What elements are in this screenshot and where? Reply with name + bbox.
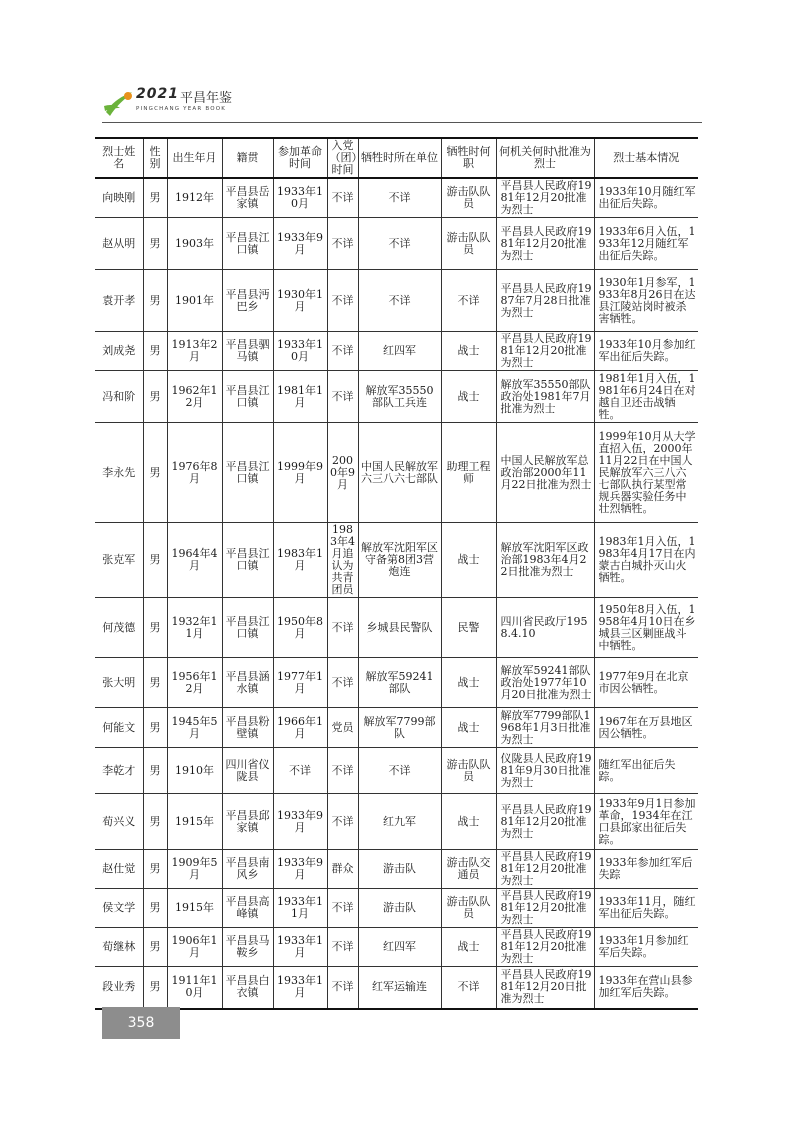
column-header: 籍贯 — [222, 138, 273, 178]
table-cell: 1967年在万县地区因公牺牲。 — [594, 708, 698, 748]
table-cell: 1977年9月在北京市因公牺牲。 — [594, 658, 698, 708]
table-row — [95, 218, 698, 270]
table-cell: 平昌县人民政府1981年12月20日批准为烈士 — [496, 967, 594, 1009]
table-cell: 男 — [143, 332, 167, 371]
table-cell: 平昌县江口镇 — [222, 423, 273, 523]
table-cell: 平昌县邱家镇 — [222, 794, 273, 850]
table-cell: 游击队队员 — [441, 748, 496, 794]
table-cell: 不详 — [327, 178, 358, 218]
brand-subtitle: PINGCHANG YEAR BOOK — [136, 106, 227, 112]
table-cell: 不详 — [358, 178, 441, 218]
column-header: 烈士姓名 — [95, 138, 143, 178]
table-cell: 1930年1月参军，1933年8月26日在达县江陵站岗时被杀害牺牲。 — [594, 270, 698, 332]
table-cell: 男 — [143, 218, 167, 270]
table-cell: 1915年 — [167, 794, 222, 850]
table-cell: 平昌县高峰镇 — [222, 889, 273, 928]
table-cell: 平昌县人民政府1981年12月20批准为烈士 — [496, 794, 594, 850]
table-cell: 1977年1月 — [273, 658, 327, 708]
table-cell: 1950年8月入伍，1958年4月10日在乡城县三区剿匪战斗中牺牲。 — [594, 598, 698, 658]
table-cell: 1981年1月入伍，1981年6月24日在对越自卫还击战牺牲。 — [594, 371, 698, 423]
table-cell: 平昌县江口镇 — [222, 371, 273, 423]
table-cell: 解放军35550部队政治处1981年7月批准为烈士 — [496, 371, 594, 423]
page-number: 358 — [102, 1007, 180, 1039]
table-row — [95, 598, 698, 658]
table-cell: 1906年1月 — [167, 928, 222, 967]
table-cell: 段业秀 — [95, 967, 143, 1009]
table-cell: 解放军7799部队1968年1月3日批准为烈士 — [496, 708, 594, 748]
table-cell: 不详 — [441, 270, 496, 332]
table-cell: 男 — [143, 850, 167, 889]
table-row — [95, 928, 698, 967]
table-cell: 侯文学 — [95, 889, 143, 928]
table-cell: 1933年1月参加红军后失踪。 — [594, 928, 698, 967]
table-row — [95, 270, 698, 332]
table-cell: 1901年 — [167, 270, 222, 332]
table-cell: 平昌县江口镇 — [222, 218, 273, 270]
table-cell: 党员 — [327, 708, 358, 748]
table-cell: 1933年在营山县参加红军后失踪。 — [594, 967, 698, 1009]
brand-year: 2021 — [136, 86, 179, 102]
table-cell: 红四军 — [358, 928, 441, 967]
header-divider — [102, 122, 702, 123]
table-cell: 男 — [143, 523, 167, 598]
table-cell: 1962年12月 — [167, 371, 222, 423]
table-cell: 游击队队员 — [441, 178, 496, 218]
table-cell: 男 — [143, 748, 167, 794]
table-cell: 1912年 — [167, 178, 222, 218]
table-cell: 1976年8月 — [167, 423, 222, 523]
table-header — [95, 138, 698, 178]
table-header-row — [95, 138, 698, 178]
table-cell: 男 — [143, 889, 167, 928]
table-cell: 赵从明 — [95, 218, 143, 270]
table-cell: 平昌县人民政府1981年12月20批准为烈士 — [496, 332, 594, 371]
table-cell: 平昌县涵水镇 — [222, 658, 273, 708]
table-cell: 战士 — [441, 658, 496, 708]
table-cell: 红四军 — [358, 332, 441, 371]
yearbook-logo-icon — [102, 88, 136, 118]
table-cell: 1930年1月 — [273, 270, 327, 332]
table-cell: 解放军沈阳军区守备第8团3营炮连 — [358, 523, 441, 598]
table-cell: 平昌县沔巴乡 — [222, 270, 273, 332]
table-cell: 不详 — [327, 794, 358, 850]
table-cell: 平昌县江口镇 — [222, 523, 273, 598]
table-cell: 荀兴义 — [95, 794, 143, 850]
table-cell: 1933年1月 — [273, 928, 327, 967]
table-cell: 1966年1月 — [273, 708, 327, 748]
table-cell: 不详 — [273, 748, 327, 794]
table-cell: 1999年9月 — [273, 423, 327, 523]
table-cell: 男 — [143, 928, 167, 967]
table-cell: 1981年1月 — [273, 371, 327, 423]
table-cell: 1956年12月 — [167, 658, 222, 708]
table-cell: 1910年 — [167, 748, 222, 794]
table-cell: 李乾才 — [95, 748, 143, 794]
table-cell: 平昌县人民政府1981年12月20批准为烈士 — [496, 889, 594, 928]
column-header: 参加革命时间 — [273, 138, 327, 178]
table-cell: 1945年5月 — [167, 708, 222, 748]
table-cell: 平昌县人民政府1981年12月20批准为烈士 — [496, 928, 594, 967]
table-cell: 1964年4月 — [167, 523, 222, 598]
table-cell: 1933年9月 — [273, 850, 327, 889]
table-cell: 战士 — [441, 794, 496, 850]
table-cell: 男 — [143, 423, 167, 523]
table-cell: 平昌县江口镇 — [222, 598, 273, 658]
table-cell: 不详 — [327, 218, 358, 270]
table-row — [95, 967, 698, 1009]
table-cell: 游击队 — [358, 850, 441, 889]
table-cell: 张大明 — [95, 658, 143, 708]
table-cell: 中国人民解放军总政治部2000年11月22日批准为烈士 — [496, 423, 594, 523]
table-cell: 解放军59241部队政治处1977年10月20日批准为烈士 — [496, 658, 594, 708]
table-cell: 1909年5月 — [167, 850, 222, 889]
column-header: 何机关何时\批准为烈士 — [496, 138, 594, 178]
martyrs-table — [95, 137, 698, 1010]
table-cell: 平昌县粉壁镇 — [222, 708, 273, 748]
table-cell: 红九军 — [358, 794, 441, 850]
table-cell: 不详 — [358, 748, 441, 794]
table-cell: 不详 — [358, 270, 441, 332]
table-cell: 男 — [143, 708, 167, 748]
table-cell: 1933年10月 — [273, 178, 327, 218]
table-cell: 冯和阶 — [95, 371, 143, 423]
page-header — [102, 84, 702, 124]
table-cell: 中国人民解放军六三八六七部队 — [358, 423, 441, 523]
table-cell: 乡城县民警队 — [358, 598, 441, 658]
table-cell: 男 — [143, 658, 167, 708]
column-header: 性别 — [143, 138, 167, 178]
table-cell: 四川省民政厅1958.4.10 — [496, 598, 594, 658]
table-cell: 不详 — [327, 332, 358, 371]
brand-title: 平昌年鉴 — [180, 91, 233, 106]
table-cell: 何茂德 — [95, 598, 143, 658]
table-cell: 1983年1月入伍，1983年4月17日在内蒙古白城扑灭山火牺牲。 — [594, 523, 698, 598]
table-row — [95, 423, 698, 523]
table-cell: 战士 — [441, 523, 496, 598]
table-cell: 1933年参加红军后失踪 — [594, 850, 698, 889]
column-header: 牺牲时所在单位 — [358, 138, 441, 178]
table-cell: 平昌县白衣镇 — [222, 967, 273, 1009]
table-cell: 2000年9月 — [327, 423, 358, 523]
table-cell: 战士 — [441, 371, 496, 423]
table-cell: 平昌县马鞍乡 — [222, 928, 273, 967]
table-cell: 四川省仪陇县 — [222, 748, 273, 794]
table-row — [95, 178, 698, 218]
table-cell: 1913年2月 — [167, 332, 222, 371]
table-cell: 男 — [143, 178, 167, 218]
table-cell: 1950年8月 — [273, 598, 327, 658]
table-cell: 不详 — [327, 748, 358, 794]
table-cell: 何能文 — [95, 708, 143, 748]
table-cell: 战士 — [441, 928, 496, 967]
table-cell: 1933年9月 — [273, 218, 327, 270]
table-cell: 李永先 — [95, 423, 143, 523]
table-cell: 平昌县岳家镇 — [222, 178, 273, 218]
table-cell: 不详 — [441, 967, 496, 1009]
table-cell: 游击队交通员 — [441, 850, 496, 889]
table-cell: 游击队队员 — [441, 218, 496, 270]
table-cell: 平昌县驷马镇 — [222, 332, 273, 371]
table-cell: 男 — [143, 967, 167, 1009]
table-cell: 平昌县南风乡 — [222, 850, 273, 889]
table-cell: 男 — [143, 270, 167, 332]
table-cell: 1911年10月 — [167, 967, 222, 1009]
table-cell: 1933年10月随红军出征后失踪。 — [594, 178, 698, 218]
table-cell: 1915年 — [167, 889, 222, 928]
table-row — [95, 332, 698, 371]
table-cell: 解放军沈阳军区政治部1983年4月22日批准为烈士 — [496, 523, 594, 598]
table-cell: 平昌县人民政府1981年12月20批准为烈士 — [496, 178, 594, 218]
table-cell: 战士 — [441, 332, 496, 371]
table-cell: 1983年1月 — [273, 523, 327, 598]
table-cell: 1933年9月1日参加革命，1934年在江口县邱家出征后失踪。 — [594, 794, 698, 850]
table-cell: 不详 — [358, 218, 441, 270]
table-cell: 1903年 — [167, 218, 222, 270]
table-cell: 助理工程师 — [441, 423, 496, 523]
table-row — [95, 371, 698, 423]
table-cell: 不详 — [327, 270, 358, 332]
table-cell: 袁开孝 — [95, 270, 143, 332]
table-cell: 荀继林 — [95, 928, 143, 967]
table-cell: 平昌县人民政府1981年12月20批准为烈士 — [496, 218, 594, 270]
table-row — [95, 850, 698, 889]
table-cell: 1932年11月 — [167, 598, 222, 658]
table-cell: 不详 — [327, 889, 358, 928]
table-cell: 解放军35550部队工兵连 — [358, 371, 441, 423]
table-cell: 民警 — [441, 598, 496, 658]
table-cell: 不详 — [327, 928, 358, 967]
table-cell: 1933年11月，随红军出征后失踪。 — [594, 889, 698, 928]
table-cell: 仪陇县人民政府1981年9月30日批准为烈士 — [496, 748, 594, 794]
table-row — [95, 748, 698, 794]
table-cell: 解放军59241部队 — [358, 658, 441, 708]
table-cell: 不详 — [327, 658, 358, 708]
table-cell: 1983年4月追认为共青团员 — [327, 523, 358, 598]
table-row — [95, 523, 698, 598]
table-cell: 1933年11月 — [273, 889, 327, 928]
table-cell: 随红军出征后失踪。 — [594, 748, 698, 794]
table-cell: 游击队 — [358, 889, 441, 928]
table-cell: 1999年10月从大学直招入伍，2000年11月22日在中国人民解放军六三八六七部队执行某型常规兵器实验任务中壮烈牺牲。 — [594, 423, 698, 523]
table-cell: 解放军7799部队 — [358, 708, 441, 748]
table-row — [95, 794, 698, 850]
column-header: 入党（团）时间 — [327, 138, 358, 178]
table-cell: 赵仕觉 — [95, 850, 143, 889]
table-row — [95, 708, 698, 748]
column-header: 烈士基本情况 — [594, 138, 698, 178]
table-cell: 红军运输连 — [358, 967, 441, 1009]
table-cell: 男 — [143, 598, 167, 658]
table-cell: 群众 — [327, 850, 358, 889]
table-cell: 1933年10月参加红军出征后失踪。 — [594, 332, 698, 371]
column-header: 出生年月 — [167, 138, 222, 178]
table-cell: 不详 — [327, 598, 358, 658]
table-cell: 不详 — [327, 371, 358, 423]
table-cell: 向映刚 — [95, 178, 143, 218]
table-cell: 刘成尧 — [95, 332, 143, 371]
table-cell: 1933年10月 — [273, 332, 327, 371]
table-cell: 1933年6月入伍，1933年12月随红军出征后失踪。 — [594, 218, 698, 270]
table-cell: 男 — [143, 371, 167, 423]
table-cell: 平昌县人民政府1987年7月28日批准为烈士 — [496, 270, 594, 332]
table-cell: 不详 — [327, 967, 358, 1009]
table-cell: 1933年9月 — [273, 794, 327, 850]
column-header: 牺牲时何职 — [441, 138, 496, 178]
table-cell: 游击队队员 — [441, 889, 496, 928]
table-cell: 平昌县人民政府1981年12月20批准为烈士 — [496, 850, 594, 889]
table-cell: 战士 — [441, 708, 496, 748]
table-body — [95, 178, 698, 1009]
table-cell: 男 — [143, 794, 167, 850]
table-cell: 1933年1月 — [273, 967, 327, 1009]
table-row — [95, 889, 698, 928]
table-row — [95, 658, 698, 708]
table-cell: 张克军 — [95, 523, 143, 598]
